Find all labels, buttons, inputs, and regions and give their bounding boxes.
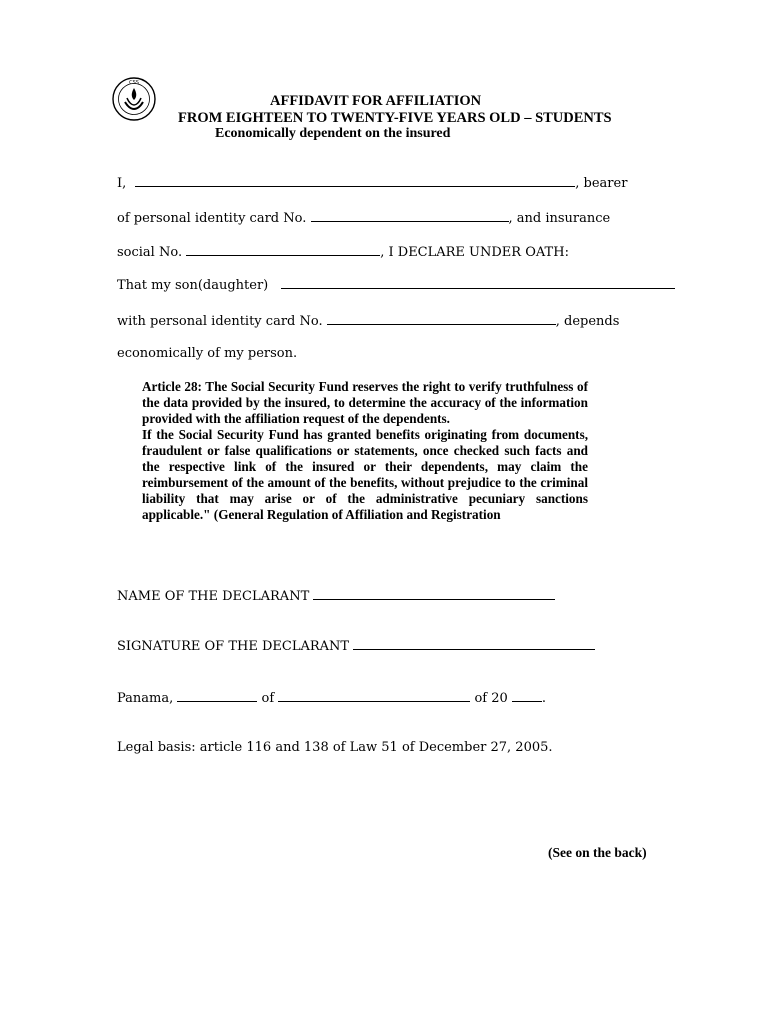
document-subtitle: FROM EIGHTEEN TO TWENTY-FIVE YEARS OLD – STUDENTS (178, 110, 612, 126)
dependent-identity-line: with personal identity card No. , depends (117, 314, 620, 329)
month-blank[interactable] (278, 689, 470, 702)
dependent-name-blank[interactable] (281, 276, 675, 289)
dependent-line: That my son(daughter) (117, 276, 675, 293)
article-paragraph-2: If the Social Security Fund has granted benefits originating from documents, fraudulent or false qualifications or statements, once checked such facts and the respective link of the insured or their dependents, may claim the reimbursement of the amount of the benefits, without prejudice to the criminal liability that may arise or of the administrative pecuniary sanctions applicable." (General Regulation of Affiliation and Registration (142, 427, 588, 522)
legal-basis: Legal basis: article 116 and 138 of Law 51 of December 27, 2005. (117, 740, 553, 755)
document-title: AFFIDAVIT FOR AFFILIATION (270, 93, 482, 109)
declarant-line: I, , bearer (117, 176, 628, 191)
declarant-signature-line: SIGNATURE OF THE DECLARANT (117, 637, 595, 654)
date-line: Panama, of of 20 . (117, 691, 547, 706)
declarant-name-blank[interactable] (135, 174, 575, 187)
social-number-blank[interactable] (186, 243, 380, 256)
identity-card-line: of personal identity card No. , and insurance (117, 211, 611, 226)
year-blank[interactable] (512, 689, 542, 702)
document-subtitle-2: Economically dependent on the insured (215, 126, 451, 141)
day-blank[interactable] (177, 689, 257, 702)
dependent-identity-blank[interactable] (327, 312, 556, 325)
see-back-note: (See on the back) (548, 845, 647, 860)
declarant-name-field[interactable] (313, 587, 555, 600)
svg-text:CSS: CSS (129, 79, 139, 86)
identity-card-blank[interactable] (311, 209, 509, 222)
article-paragraph-1: Article 28: The Social Security Fund reserves the right to verify truthfulness of the data provided by the insured, to determine the accuracy of the information provided with the affiliation request of the dependents. (142, 379, 588, 426)
declarant-signature-field[interactable] (353, 637, 595, 650)
social-number-line: social No. , I DECLARE UNDER OATH: (117, 245, 569, 260)
css-seal-logo (111, 76, 157, 122)
article-28-text (142, 379, 588, 523)
declarant-name-line: NAME OF THE DECLARANT (117, 587, 555, 604)
economic-dependence-line: economically of my person. (117, 346, 298, 361)
